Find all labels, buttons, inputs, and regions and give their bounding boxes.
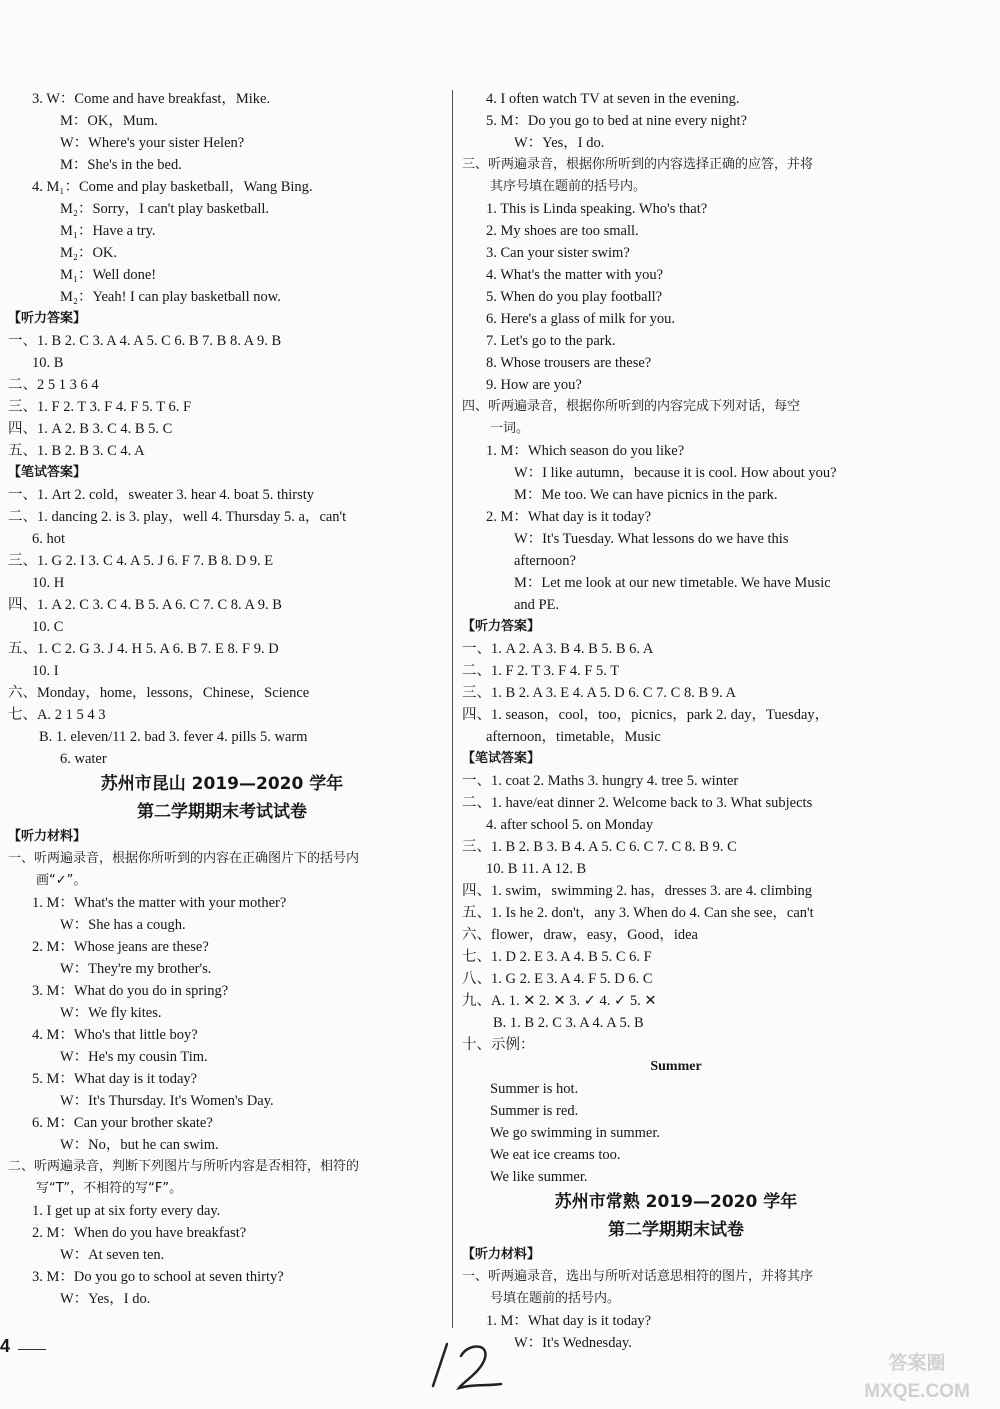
left-line: 6. hot (32, 531, 66, 547)
left-line: 5. M：What day is it today? (32, 1071, 198, 1087)
right-line: 一词。 (490, 421, 530, 436)
right-line: M：Me too. We can have picnics in the park. (514, 487, 778, 503)
left-line: 6. M：Can your brother skate? (32, 1115, 213, 1131)
left-line: 4. M：Who's that little boy? (32, 1027, 198, 1043)
left-line: W：We fly kites. (60, 1005, 162, 1021)
left-line: 一、听两遍录音，根据你所听到的内容在正确图片下的括号内 (8, 851, 360, 866)
left-line: B. 1. eleven/11 2. bad 3. fever 4. pills 5. warm (39, 729, 308, 745)
right-line: 4. after school 5. on Monday (486, 817, 654, 833)
left-line: 写“T”，不相符的写“F”。 (36, 1181, 183, 1196)
left-line: 3. W：Come and have breakfast，Mike. (32, 91, 271, 107)
right-line: 三、听两遍录音，根据你所听到的内容选择正确的应答，并将 (462, 157, 814, 172)
left-line: 一、1. Art 2. cold，sweater 3. hear 4. boat 5. thirsty (8, 487, 315, 503)
right-line: 一、1. A 2. A 3. B 4. B 5. B 6. A (462, 641, 654, 657)
left-line: W：It's Thursday. It's Women's Day. (60, 1093, 274, 1109)
right-line: 4. I often watch TV at seven in the evening. (486, 91, 740, 107)
left-line: 10. I (32, 663, 59, 679)
right-line: 9. How are you? (486, 377, 582, 393)
right-line: 号填在题前的括号内。 (490, 1291, 621, 1306)
left-line: 七、A. 2 1 5 4 3 (8, 707, 106, 723)
left-line: W：Yes，I do. (60, 1291, 151, 1307)
right-line: and PE. (514, 597, 560, 613)
right-line: We like summer. (490, 1169, 588, 1185)
right-line: 四、1. swim，swimming 2. has，dresses 3. are 4. climbing (462, 883, 812, 899)
right-line: 5. When do you play football? (486, 289, 663, 305)
page-number-dash (18, 1349, 46, 1350)
left-line: M₂：Yeah! I can play basketball now. (60, 289, 281, 305)
right-line: 10. B 11. A 12. B (486, 861, 587, 877)
right-line: afternoon? (514, 553, 576, 569)
left-line: 四、1. A 2. C 3. C 4. B 5. A 6. C 7. C 8. A 9. B (8, 597, 282, 613)
left-line: M：She's in the bed. (60, 157, 182, 173)
left-line: 【听力材料】 (8, 829, 87, 844)
right-line: 苏州市常熟 2019—2020 学年 (554, 1192, 798, 1212)
right-line: 【听力材料】 (462, 1247, 541, 1262)
right-line: We go swimming in summer. (490, 1125, 661, 1141)
right-line: 二、1. F 2. T 3. F 4. F 5. T (462, 663, 620, 679)
left-line: 三、1. G 2. I 3. C 4. A 5. J 6. F 7. B 8. D 9. E (8, 553, 274, 569)
left-line: M₂：Sorry，I can't play basketball. (60, 201, 270, 217)
left-line: 六、Monday，home，lessons，Chinese，Science (8, 685, 310, 701)
right-line: 四、1. season，cool，too，picnics，park 2. day，Tuesday， (462, 707, 830, 723)
svg-text:答案圈: 答案圈 (888, 1353, 946, 1374)
left-line: M：OK，Mum. (60, 113, 158, 129)
right-line: afternoon，timetable，Music (486, 729, 661, 745)
right-line: 4. What's the matter with you? (486, 267, 664, 283)
left-line: 苏州市昆山 2019—2020 学年 (100, 774, 344, 794)
right-line: B. 1. B 2. C 3. A 4. A 5. B (493, 1015, 644, 1031)
left-line: 一、1. B 2. C 3. A 4. A 5. C 6. B 7. B 8. A 9. B (8, 333, 282, 349)
column-divider (452, 90, 453, 1328)
svg-text:MXQE.COM: MXQE.COM (864, 1381, 970, 1402)
right-line: 三、1. B 2. B 3. B 4. A 5. C 6. C 7. C 8. B 9. C (462, 839, 737, 855)
left-line: 【笔试答案】 (8, 465, 87, 480)
right-line: 1. This is Linda speaking. Who's that? (486, 201, 708, 217)
left-line: 五、1. C 2. G 3. J 4. H 5. A 6. B 7. E 8. F 9. D (8, 641, 279, 657)
right-line: W：Yes，I do. (514, 135, 605, 151)
right-line: 其序号填在题前的括号内。 (490, 179, 647, 194)
right-line: 一、1. coat 2. Maths 3. hungry 4. tree 5. winter (462, 773, 739, 789)
left-line: W：Where's your sister Helen? (60, 135, 245, 151)
handwritten-number-12 (425, 1338, 505, 1393)
page-number: 4 (0, 1336, 11, 1356)
right-line: 第二学期期末试卷 (608, 1220, 744, 1240)
right-line: 8. Whose trousers are these? (486, 355, 652, 371)
left-line: 二、听两遍录音，判断下列图片与所听内容是否相符，相符的 (8, 1159, 360, 1174)
right-line: M：Let me look at our new timetable. We have Music (514, 575, 831, 591)
right-line: 一、听两遍录音，选出与所听对话意思相符的图片，并将其序 (462, 1269, 814, 1284)
right-line: 7. Let's go to the park. (486, 333, 616, 349)
right-line: 1. M：Which season do you like? (486, 443, 685, 459)
left-line: W：At seven ten. (60, 1247, 165, 1263)
left-line: 四、1. A 2. B 3. C 4. B 5. C (8, 421, 173, 437)
right-line: 五、1. Is he 2. don't，any 3. When do 4. Can she see，can't (462, 905, 814, 921)
left-line: 3. M：What do you do in spring? (32, 983, 229, 999)
right-line: 2. M：What day is it today? (486, 509, 652, 525)
left-line: M₂：OK. (60, 245, 118, 261)
left-line: W：She has a cough. (60, 917, 186, 933)
right-line: Summer (650, 1059, 702, 1074)
right-line: W：It's Tuesday. What lessons do we have this (514, 531, 789, 547)
left-line: 第二学期期末考试试卷 (137, 802, 307, 822)
right-line: 【笔试答案】 (462, 751, 541, 766)
right-line: W：It's Wednesday. (514, 1335, 632, 1351)
right-line: 三、1. B 2. A 3. E 4. A 5. D 6. C 7. C 8. B 9. A (462, 685, 736, 701)
right-line: Summer is hot. (490, 1081, 579, 1097)
left-line: 二、1. dancing 2. is 3. play，well 4. Thursday 5. a，can't (8, 509, 347, 525)
right-line: 八、1. G 2. E 3. A 4. F 5. D 6. C (462, 971, 653, 987)
left-column (8, 88, 436, 1310)
left-line: W：No，but he can swim. (60, 1137, 219, 1153)
left-line: 3. M：Do you go to school at seven thirty? (32, 1269, 284, 1285)
left-line: 6. water (60, 751, 107, 767)
left-line: 五、1. B 2. B 3. C 4. A (8, 443, 145, 459)
right-line: 六、flower，draw，easy，Good，idea (462, 927, 698, 943)
left-line: 二、2 5 1 3 6 4 (8, 377, 99, 393)
left-line: 2. M：Whose jeans are these? (32, 939, 209, 955)
right-line: 二、1. have/eat dinner 2. Welcome back to 3. What subjects (462, 795, 813, 811)
right-line: 九、A. 1. ✕ 2. ✕ 3. ✓ 4. ✓ 5. ✕ (462, 993, 657, 1009)
left-line: 2. M：When do you have breakfast? (32, 1225, 247, 1241)
left-line: W：He's my cousin Tim. (60, 1049, 208, 1065)
right-line: 七、1. D 2. E 3. A 4. B 5. C 6. F (462, 949, 652, 965)
right-line: 【听力答案】 (462, 619, 541, 634)
watermark-logo (842, 1343, 992, 1405)
right-line: We eat ice creams too. (490, 1147, 621, 1163)
left-line: 画“✓”。 (36, 873, 87, 888)
left-line: W：They're my brother's. (60, 961, 212, 977)
right-line: 十、示例： (462, 1037, 535, 1053)
right-line: 3. Can your sister swim? (486, 245, 630, 261)
left-line: 【听力答案】 (8, 311, 87, 326)
right-line: 6. Here's a glass of milk for you. (486, 311, 676, 327)
left-line: 10. C (32, 619, 64, 635)
right-line: W：I like autumn，because it is cool. How about you? (514, 465, 837, 481)
left-line: 1. M：What's the matter with your mother? (32, 895, 287, 911)
right-line: Summer is red. (490, 1103, 579, 1119)
right-line: 5. M：Do you go to bed at nine every night? (486, 113, 747, 129)
left-line: 三、1. F 2. T 3. F 4. F 5. T 6. F (8, 399, 192, 415)
left-line: M₁：Have a try. (60, 223, 156, 239)
right-column (462, 88, 890, 1354)
right-line: 1. M：What day is it today? (486, 1313, 652, 1329)
right-line: 2. My shoes are too small. (486, 223, 639, 239)
right-line: 四、听两遍录音，根据你所听到的内容完成下列对话，每空 (462, 399, 801, 414)
left-line: M₁：Well done! (60, 267, 157, 283)
left-line: 1. I get up at six forty every day. (32, 1203, 221, 1219)
left-line: 4. M₁：Come and play basketball，Wang Bing. (32, 179, 313, 195)
left-line: 10. B (32, 355, 64, 371)
left-line: 10. H (32, 575, 65, 591)
